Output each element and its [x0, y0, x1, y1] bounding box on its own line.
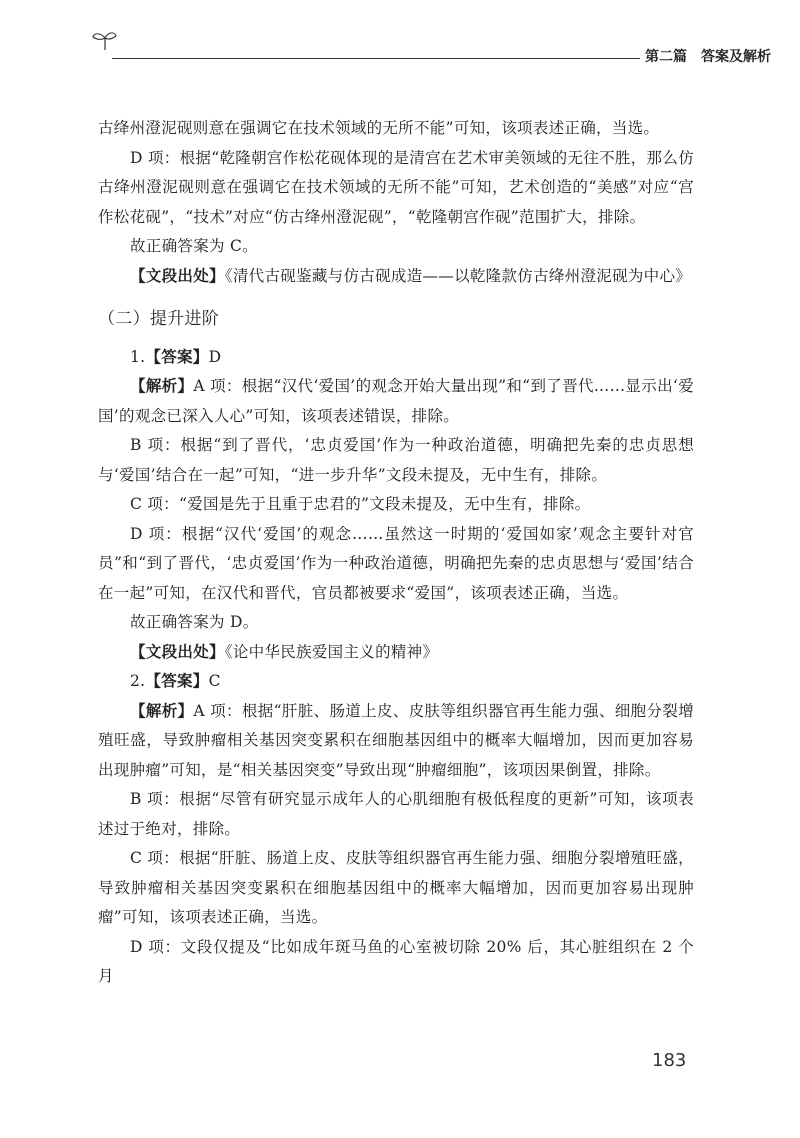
question-number: 2. — [130, 672, 146, 690]
page-body — [98, 114, 694, 992]
answer-value: D — [208, 347, 222, 366]
source-line — [98, 638, 694, 668]
answer-value: C — [208, 672, 221, 690]
explanation-text: A 项：根据“汉代‘爱国’的观念开始大量出现”和“到了晋代……显示出‘爱国’的观念已深入人心”可知，该项表述错误，排除。 — [98, 377, 694, 425]
source-line — [98, 262, 694, 292]
paragraph: C 项：根据“肝脏、肠道上皮、皮肤等组织器官再生能力强、细胞分裂增殖旺盛，导致肿瘤相关基因突变累积在细胞基因组中的概率大幅增加，因而更加容易出现肿瘤”可知，该项表述正确，当选。 — [98, 849, 694, 926]
paragraph: C 项：“爱国是先于且重于忠君的”文段未提及，无中生有，排除。 — [130, 495, 591, 513]
paragraph — [98, 697, 694, 786]
source-text: 《论中华民族爱国主义的精神》 — [224, 642, 439, 661]
paragraph — [98, 372, 694, 431]
header-rule — [112, 58, 640, 59]
paragraph: D 项：文段仅提及“比如成年斑马鱼的心室被切除 20% 后，其心脏组织在 2 个月 — [98, 937, 694, 985]
chapter-title: 第二篇 答案及解析 — [645, 49, 771, 65]
paragraph: 故正确答案为 C。 — [130, 237, 258, 255]
explanation-text: A 项：根据“肝脏、肠道上皮、皮肤等组织器官再生能力强、细胞分裂增殖旺盛，导致肿瘤相关基因突变累积在细胞基因组中的概率大幅增加，因而更加容易出现肿瘤”可知，是“相关基因突变”导致出现“肿瘤细胞”，该项因果倒置，排除。 — [98, 701, 695, 779]
source-text: 《清代古砚鉴藏与仿古砚成造——以乾隆款仿古绛州澄泥砚为中心》 — [224, 266, 692, 285]
answer-line — [98, 667, 694, 697]
explanation-label: 【解析】 — [130, 701, 194, 720]
sprout-icon — [90, 28, 120, 52]
answer-label: 【答案】 — [145, 672, 209, 690]
answer-label: 【答案】 — [145, 347, 209, 366]
explanation-label: 【解析】 — [130, 377, 194, 395]
section-heading: （二）提升进阶 — [98, 309, 220, 329]
paragraph: D 项：根据“汉代‘爱国’的观念……虽然这一时期的‘爱国如家’观念主要针对官员”和“到了晋代，‘忠贞爱国’作为一种政治道德，明确把先秦的忠贞思想与‘爱国’结合在一起”可知，在汉代和晋代，官员都被要求“爱国”，该项表述正确，当选。 — [98, 524, 694, 602]
question-number: 1. — [130, 347, 146, 366]
page-number: 183 — [652, 1050, 687, 1071]
answer-line — [98, 343, 694, 373]
paragraph: B 项：根据“尽管有研究显示成年人的心肌细胞有极低程度的更新”可知，该项表述过于绝对，排除。 — [98, 790, 694, 838]
paragraph: D 项：根据“乾隆朝宫作松花砚体现的是清宫在艺术审美领域的无往不胜，那么仿古绛州澄泥砚则意在强调它在技术领域的无所不能”可知，艺术创造的“美感”对应“宫作松花砚”，“技术”对应“仿古绛州澄泥砚”，“乾隆朝宫作砚”范围扩大，排除。 — [98, 148, 694, 226]
running-header — [90, 28, 771, 65]
paragraph: 古绛州澄泥砚则意在强调它在技术领域的无所不能”可知，该项表述正确，当选。 — [98, 119, 660, 137]
paragraph: 故正确答案为 D。 — [130, 613, 259, 631]
source-label: 【文段出处】 — [130, 266, 225, 285]
source-label: 【文段出处】 — [130, 642, 225, 661]
paragraph: B 项：根据“到了晋代，‘忠贞爱国’作为一种政治道德，明确把先秦的忠贞思想与‘爱国’结合在一起”可知，“进一步升华”文段未提及，无中生有，排除。 — [98, 436, 694, 484]
